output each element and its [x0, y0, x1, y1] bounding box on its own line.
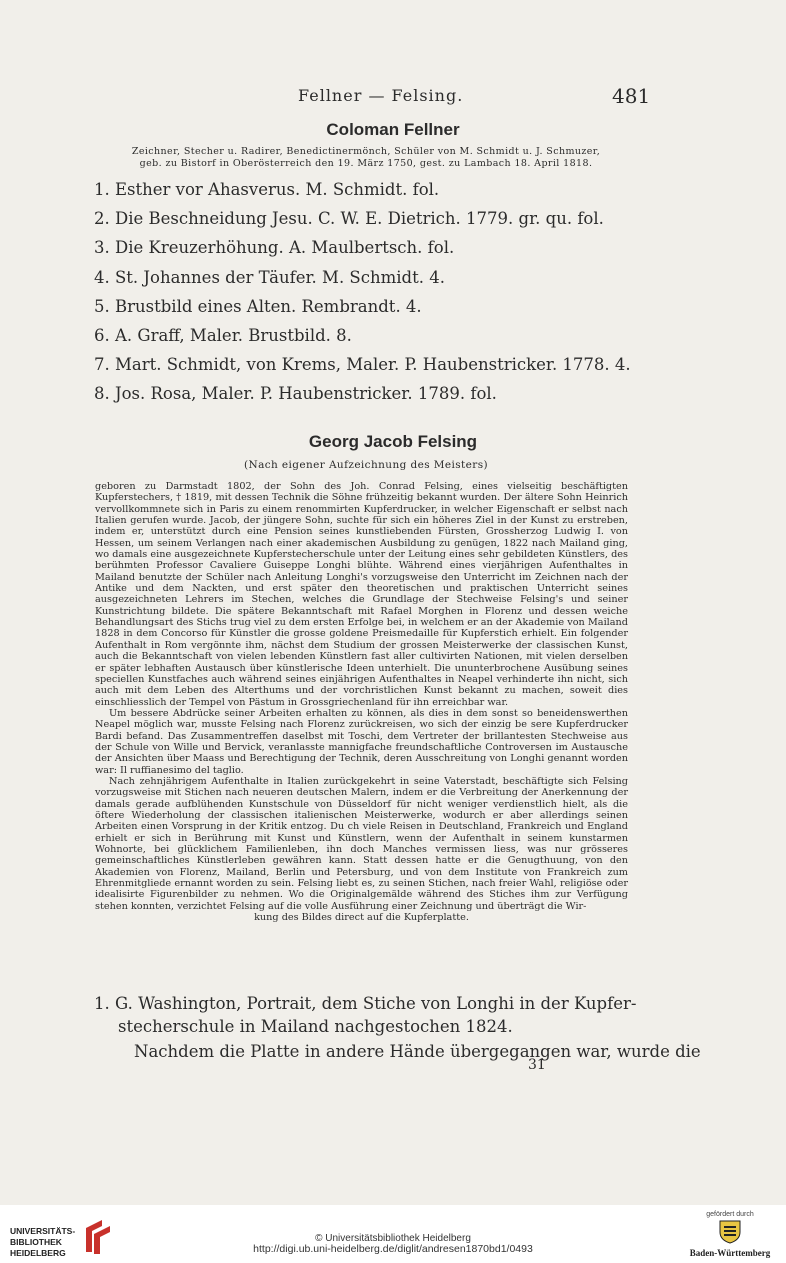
fellner-subtitle-line: geb. zu Bistorf in Oberösterreich den 19. März 1750, gest. zu Lambach 18. April 1818.	[139, 157, 593, 169]
entry-item: 7. Mart. Schmidt, von Krems, Maler. P. Haubenstricker. 1778. 4.	[94, 355, 631, 375]
felsing-biography	[95, 481, 628, 923]
entry-line: stecherschule in Mailand nachgestochen 1824.	[118, 1017, 513, 1036]
felsing-subheading: (Nach eigener Aufzeichnung des Meisters)	[243, 459, 488, 471]
entry-item: 4. St. Johannes der Täufer. M. Schmidt. 4.	[94, 267, 445, 287]
entry-line: 1. G. Washington, Portrait, dem Stiche von Longhi in der Kupfer-	[94, 994, 637, 1013]
sponsor-logo[interactable]	[680, 1211, 780, 1261]
entry-item: 6. A. Graff, Maler. Brustbild. 8.	[94, 325, 352, 345]
permalink-url[interactable]: http://digi.ub.uni-heidelberg.de/diglit/andresen1870bd1/0493	[253, 1243, 533, 1255]
viewer-footer	[0, 1205, 786, 1263]
biography-paragraph: Nach zehnjährigem Aufenthalte in Italien zurückgekehrt in seine Vaterstadt, beschäftigte sich Felsing vorzugsweise mit Stichen nach neueren deutschen Malern, indem er die Verbreitung der Anerkennung der damals gerade aufblühenden Kunstschule von Düsseldorf für nicht weniger verdienstlich hielt, als die öftere Wiederholung der classischen italienischen Meisterwerke, wodurch er aber allerdings seinen Arbeiten einen Vorsprung in der Kritik entzog. Du ch viele Reisen in Deutschland, Frankreich und England erhielt er sich in Berührung mit Kunst und Künstlern, wenn der Aufenthalt in seinem kunstarmen Wohnorte, bei glücklichem Familienleben, ihn doch Manches vermissen liess, was nur grösseres gemeinschaftliches Künstlerleben gewähren kann. Statt dessen hatte er die Genugthuung, von den Akademien von Florenz, Mailand, Berlin und Petersburg, und von dem Institute von Frankreich zum Ehrenmitgliede ernannt worden zu sein. Felsing liebt es, zu seinen Stichen, nach freier Wahl, religiöse oder idealisirte Figurenbilder zu nehmen. Wo die Originalgemälde während des Stiches ihm zur Verfügung stehen konnten, verzichtet Felsing auf die volle Ausführung einer Zeichnung und überträgt die Wir-	[95, 775, 628, 912]
entry-item: 2. Die Beschneidung Jesu. C. W. E. Dietrich. 1779. gr. qu. fol.	[94, 209, 604, 229]
library-name-line: UNIVERSITÄTS-	[10, 1226, 76, 1236]
fellner-subtitle-line: Zeichner, Stecher u. Radirer, Benedictinermönch, Schüler von M. Schmidt u. J. Schmuzer,	[131, 146, 601, 157]
continuation-line: Nachdem die Platte in andere Hände übergegangen war, wurde die	[134, 1042, 701, 1061]
sponsor-caption: gefördert durch	[706, 1211, 754, 1218]
coat-of-arms-icon	[715, 1218, 745, 1244]
fellner-entries	[94, 180, 654, 414]
copyright-text: © Universitätsbibliothek Heidelberg	[315, 1233, 471, 1244]
library-name-line: BIBLIOTHEK	[10, 1237, 62, 1247]
fellner-subtitle	[86, 146, 646, 169]
felsing-entry-1	[94, 992, 701, 1061]
entry-item: 1. Esther vor Ahasverus. M. Schmidt. fol.	[94, 180, 440, 199]
running-title: Fellner — Felsing.	[298, 86, 464, 105]
page-number: 481	[612, 84, 651, 108]
running-head	[0, 86, 786, 110]
biography-paragraph: geboren zu Darmstadt 1802, der Sohn des Joh. Conrad Felsing, eines vielseitig beschäftigten Kupferstechers, † 1819, mit dessen Technik die Söhne frühzeitig bekannt wurden. Der ältere Sohn Heinrich vervollkommnete sich in Paris zu einem renommirten Kupferdrucker, in welcher Eigenschaft er selbst nach Italien gerufen wurde. Jacob, der jüngere Sohn, suchte für sich ein höheres Ziel in der Kunst zu erstreben, indem er, unterstützt durch eine Pension seines kunstliebenden Fürsten, Grossherzog Ludwig I. von Hessen, um seinem Verlangen nach einer akademischen Ausbildung zu genügen, 1822 nach Mailand ging, wo damals eine ausgezeichnete Kupferstecherschule unter der Leitung eines sehr gebildeten Künstlers, des berühmten Professor Cavaliere Guiseppe Longhi blühte. Während eines vierjährigen Aufenthaltes in Mailand benutzte der Schüler nach Anleitung Longhi's vorzugsweise den Unterricht im Zeichnen nach der Antike und dem Nackten, und erst später den theoretischen und praktischen Unterricht seines ausgezeichneten Lehrers im Stechen, welches die Grundlage der Stechweise Felsing's und seiner Kunstrichtung bildete. Die spätere Bekanntschaft mit Rafael Morghen in Florenz und dessen weiche Behandlungsart des Stichs trug viel zu dem ersten Erfolge bei, in welchem er an der Akademie von Mailand 1828 in dem Concorso für Künstler die grosse goldene Preismedaille für Kupferstich erhielt. Ein folgender Aufenthalt in Rom vergönnte ihm, nächst dem Studium der grossen Meisterwerke der classischen Kunst, auch die Bekanntschaft von vielen lebenden Künstlern fast aller cultivirten Nationen, mit vielen derselben er später lebhaften Austausch über künstlerische Ideen unterhielt. Die ununterbrochene Ausübung seines speciellen Kunstfaches auch während seines einjährigen Aufenthaltes in Neapel verhinderte ihn nicht, sich auch mit dem Leben des Alterthums und der vorchristlichen Kunst bekannt zu machen, soweit dies einschliesslich der Tempel von Pästum in Grossgriechenland für ihn erreichbar war.	[95, 481, 628, 708]
entry-item: 8. Jos. Rosa, Maler. P. Haubenstricker. 1789. fol.	[94, 384, 497, 404]
biography-paragraph: Um bessere Abdrücke seiner Arbeiten erhalten zu können, als dies in dem sonst so beneidenswerthen Neapel möglich war, musste Felsing nach Florenz zurückreisen, wo sich der einzig be sere Kupferdrucker Bardi befand. Das Zusammentreffen daselbst mit Toschi, dem Vertreter der brillantesten Stechweise aus der Schule von Wille und Bervick, veranlasste mannigfache freundschaftliche Controversen im Austausche der Ansichten über Maass und Berechtigung der Technik, deren Ausschreitung von Longhi genannt worden war: Il ruffianesimo del taglio.	[95, 707, 628, 776]
signature-mark: 31	[528, 1057, 546, 1073]
heading-felsing: Georg Jacob Felsing	[308, 432, 478, 451]
entry-item: 5. Brustbild eines Alten. Rembrandt. 4.	[94, 296, 422, 316]
library-name-line: HEIDELBERG	[10, 1248, 66, 1258]
sponsor-name: Baden-Württemberg	[689, 1248, 771, 1258]
heading-fellner: Coloman Fellner	[326, 120, 460, 139]
copyright-block	[0, 1233, 786, 1255]
biography-closing-line: kung des Bildes direct auf die Kupferplatte.	[254, 912, 469, 924]
entry-item: 3. Die Kreuzerhöhung. A. Maulbertsch. fol.	[94, 238, 455, 258]
